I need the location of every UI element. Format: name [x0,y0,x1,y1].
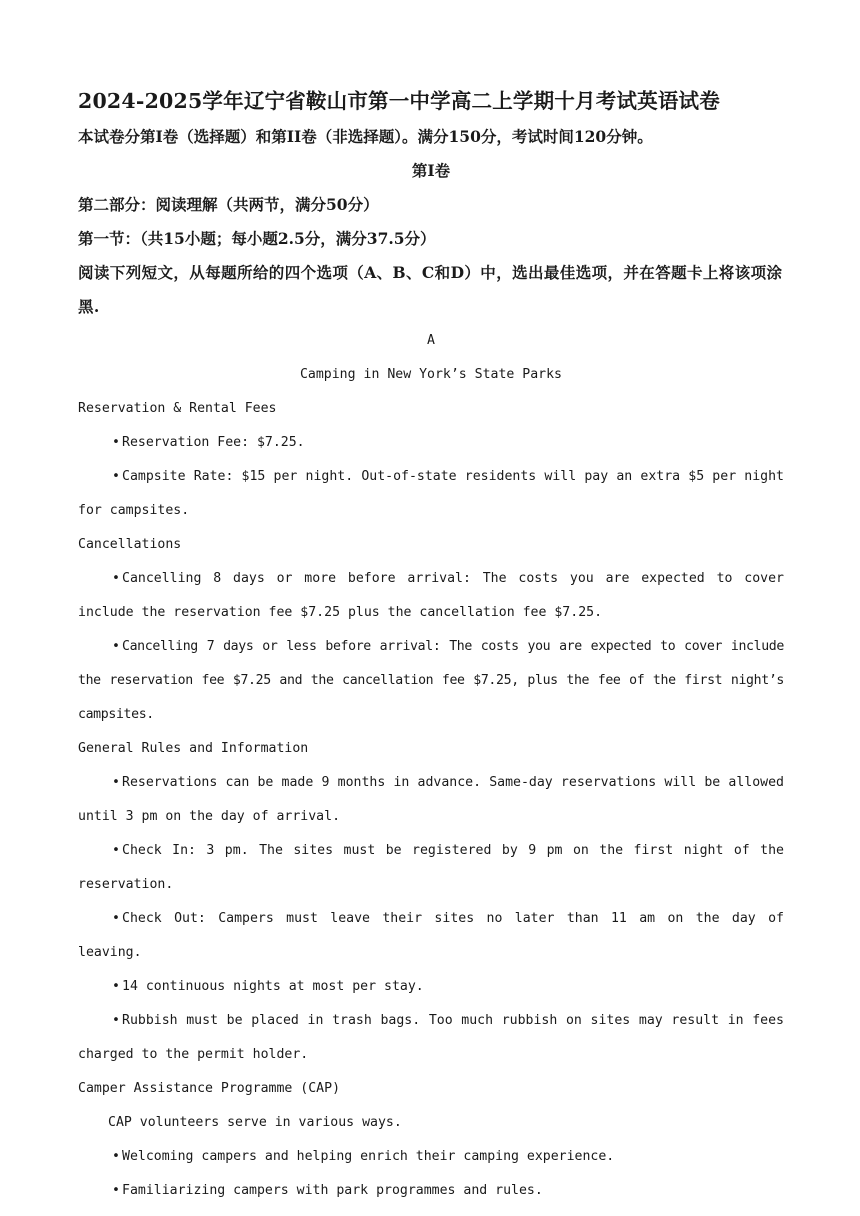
item-text: Familiarizing campers with park programmes and rules. [122,1183,543,1198]
list-item [78,1174,784,1208]
list-item [78,426,784,460]
list-item [78,630,784,732]
list-item [78,562,784,630]
bullet-icon: • [112,979,120,994]
volume-heading: 第Ⅰ卷 [411,161,451,180]
bullet-icon: • [112,843,120,858]
section-heading-cancellations: Cancellations [78,537,182,552]
list-item [78,766,784,834]
list-item [78,970,784,1004]
passage-title: Camping in New York’s State Parks [299,367,562,382]
list-item [78,1140,784,1174]
bullet-icon: • [112,1013,120,1028]
instruction-text: 阅读下列短文，从每题所给的四个选项（A、B、C和D）中，选出最佳选项，并在答题卡上将该项涂黑. [78,263,783,316]
item-text: 14 continuous nights at most per stay. [122,979,424,994]
bullet-icon: • [112,571,120,586]
item-text: Rubbish must be placed in trash bags. Too much rubbish on sites may result in fees charged to the permit holder. [78,1013,784,1062]
bullet-icon: • [112,911,120,926]
item-text: Cancelling 7 days or less before arrival: The costs you are expected to cover include the reservation fee $7.25 and the cancellation fee $7.25, plus the fee of the first night’s campsites. [78,639,784,722]
section-heading-rules: General Rules and Information [78,741,309,756]
item-text: Check In: 3 pm. The sites must be registered by 9 pm on the first night of the reservation. [78,843,784,892]
item-text: Welcoming campers and helping enrich their camping experience. [122,1149,615,1164]
section-heading-fees: Reservation & Rental Fees [78,401,277,416]
section-heading-cap: Camper Assistance Programme (CAP) [78,1081,341,1096]
cap-lead-text: CAP volunteers serve in various ways. [108,1115,402,1130]
bullet-icon: • [112,1149,120,1164]
bullet-icon: • [112,435,120,450]
exam-title: 2024-2025学年辽宁省鞍山市第一中学高二上学期十月考试英语试卷 [78,89,720,113]
list-item [78,1004,784,1072]
item-text: Cancelling 8 days or more before arrival: The costs you are expected to cover include the reservation fee $7.25 plus the cancellation fee $7.25. [78,571,784,620]
passage-letter: A [427,333,435,348]
item-text: Check Out: Campers must leave their sites no later than 11 am on the day of leaving. [78,911,784,960]
bullet-icon: • [112,469,120,484]
exam-intro: 本试卷分第Ⅰ卷（选择题）和第II卷（非选择题）。满分150分，考试时间120分钟。 [78,127,653,146]
item-text: Reservations can be made 9 months in advance. Same-day reservations will be allowed until 3 pm on the day of arrival. [78,775,784,824]
part-heading: 第二部分：阅读理解（共两节，满分50分） [78,195,379,214]
list-item [78,460,784,528]
exam-page [78,86,784,1208]
item-text: Campsite Rate: $15 per night. Out-of-state residents will pay an extra $5 per night for campsites. [78,469,784,518]
list-item [78,902,784,970]
item-text: Reservation Fee: $7.25. [122,435,305,450]
list-item [78,834,784,902]
bullet-icon: • [112,639,120,654]
bullet-icon: • [112,775,120,790]
bullet-icon: • [112,1183,120,1198]
section-heading: 第一节：（共15小题；每小题2.5分，满分37.5分） [78,229,436,248]
